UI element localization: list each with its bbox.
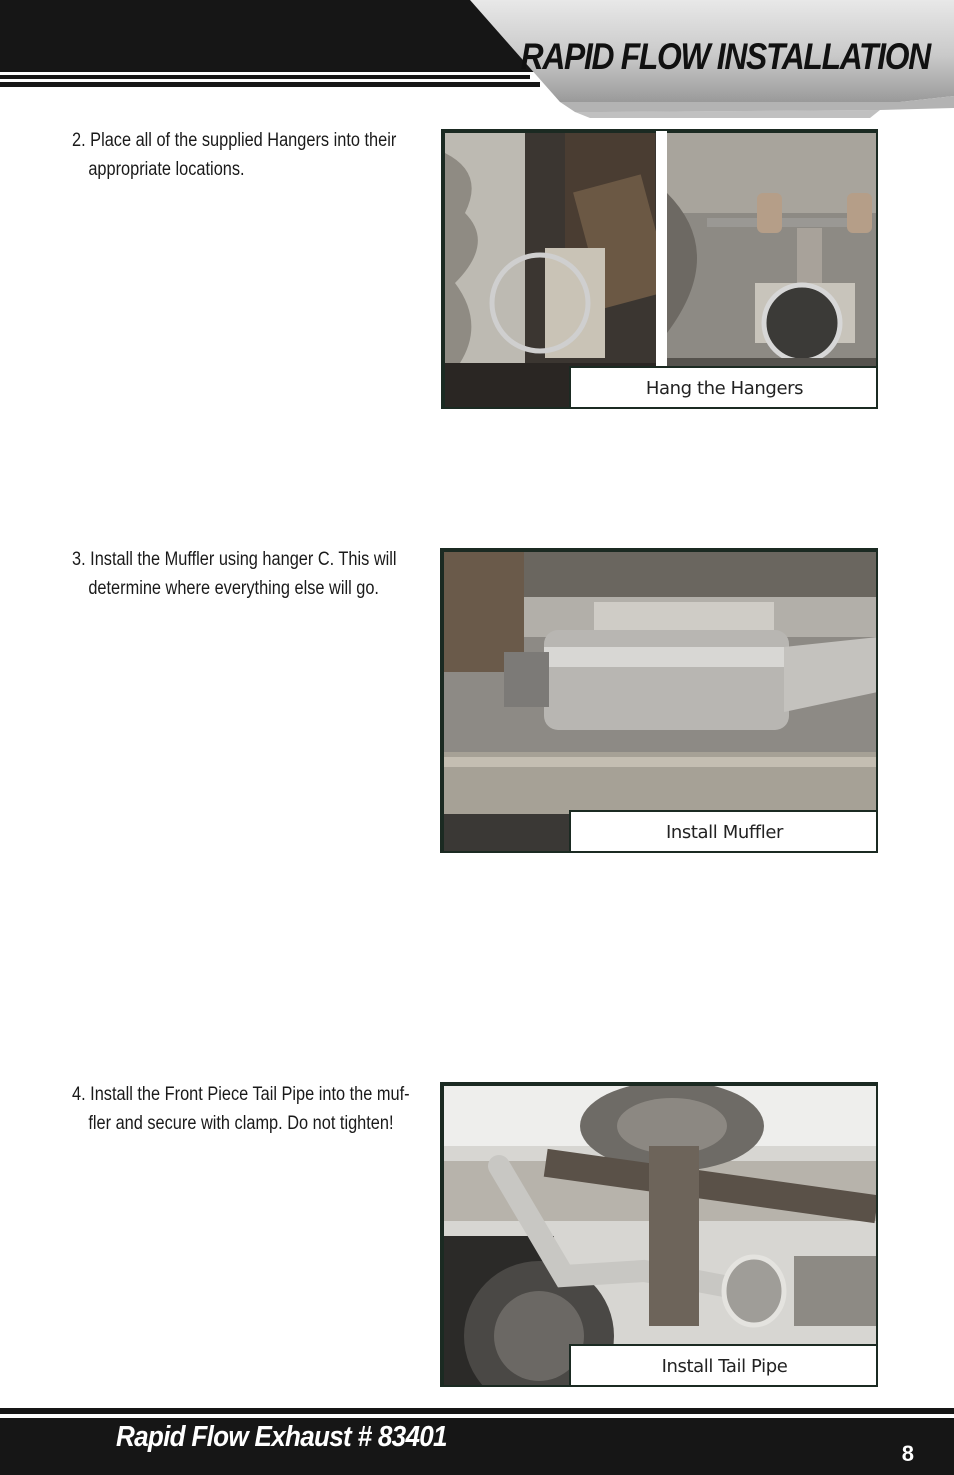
step-3-caption: Install Muffler bbox=[569, 810, 878, 853]
step-2-caption: Hang the Hangers bbox=[569, 366, 878, 409]
step-2-text bbox=[72, 126, 420, 184]
step-4-line-1: 4. Install the Front Piece Tail Pipe into the muf- bbox=[72, 1084, 410, 1105]
muffler-photo bbox=[444, 552, 878, 853]
step-2-line-1: 2. Place all of the supplied Hangers into their bbox=[72, 130, 397, 151]
step-4-line-2: fler and secure with clamp. Do not tighten! bbox=[88, 1113, 394, 1134]
step-2-photo-frame bbox=[441, 129, 878, 409]
footer-rule bbox=[0, 1408, 954, 1414]
header-rule bbox=[0, 75, 530, 79]
step-2-line-2: appropriate locations. bbox=[88, 159, 245, 180]
header-rule bbox=[0, 82, 540, 87]
page-number: 8 bbox=[901, 1441, 914, 1466]
step-3-line-2: determine where everything else will go. bbox=[88, 578, 379, 599]
tail-pipe-photo bbox=[444, 1086, 878, 1387]
step-4-text bbox=[72, 1080, 420, 1138]
step-3-line-1: 3. Install the Muffler using hanger C. This will bbox=[72, 549, 397, 570]
footer-title: Rapid Flow Exhaust # 83401 bbox=[116, 1421, 447, 1453]
page-title: RAPID FLOW INSTALLATION bbox=[520, 36, 930, 77]
step-4-caption: Install Tail Pipe bbox=[569, 1344, 878, 1387]
step-3-text bbox=[72, 545, 420, 603]
step-3-photo-frame bbox=[440, 548, 878, 853]
step-4-photo-frame bbox=[440, 1082, 878, 1387]
